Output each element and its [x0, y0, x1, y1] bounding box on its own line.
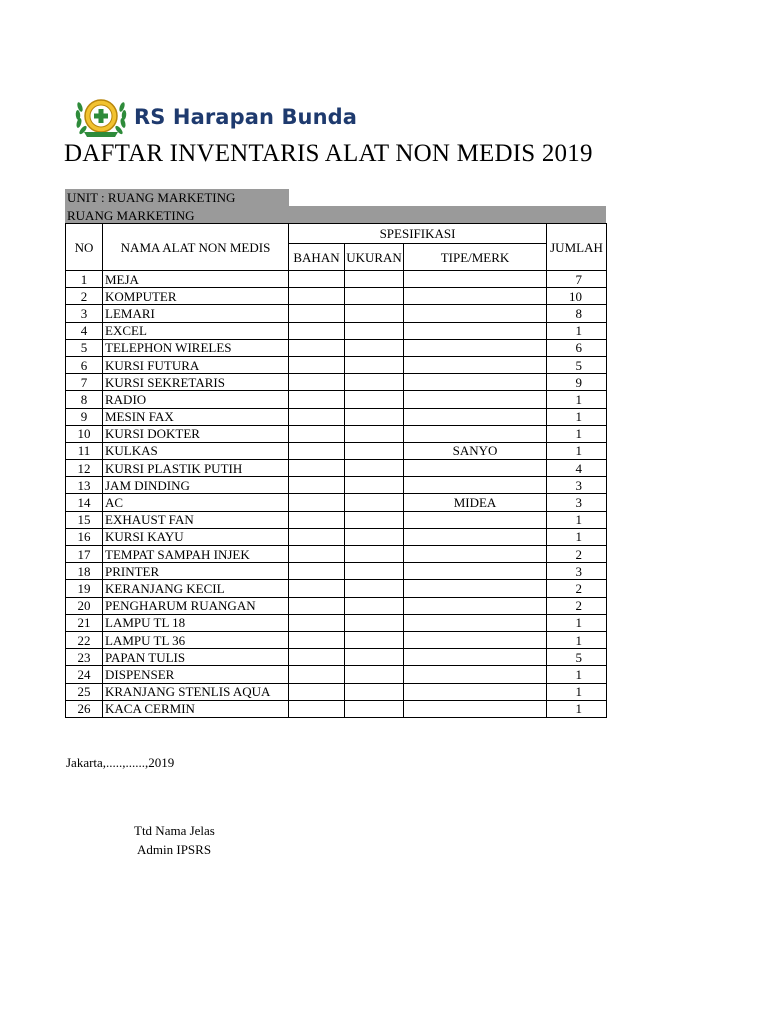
table-row	[66, 374, 607, 391]
row-no: 6	[66, 356, 103, 373]
row-jumlah: 2	[547, 546, 607, 563]
row-no: 17	[66, 546, 103, 563]
table-row	[66, 683, 607, 700]
row-bahan	[289, 666, 345, 683]
row-jumlah: 2	[547, 597, 607, 614]
row-tipe	[404, 528, 547, 545]
row-jumlah: 1	[547, 700, 607, 717]
row-name: KRANJANG STENLIS AQUA	[103, 683, 289, 700]
row-name: KULKAS	[103, 442, 289, 459]
table-row	[66, 442, 607, 459]
row-ukuran	[345, 305, 404, 322]
table-row	[66, 391, 607, 408]
row-name: TELEPHON WIRELES	[103, 339, 289, 356]
table-row	[66, 597, 607, 614]
row-name: KOMPUTER	[103, 288, 289, 305]
row-bahan	[289, 408, 345, 425]
row-no: 9	[66, 408, 103, 425]
table-row	[66, 460, 607, 477]
table-row	[66, 322, 607, 339]
row-tipe	[404, 631, 547, 648]
row-ukuran	[345, 580, 404, 597]
row-bahan	[289, 511, 345, 528]
table-row	[66, 339, 607, 356]
row-bahan	[289, 649, 345, 666]
row-jumlah: 10	[547, 288, 607, 305]
row-ukuran	[345, 494, 404, 511]
row-jumlah: 8	[547, 305, 607, 322]
row-jumlah: 3	[547, 494, 607, 511]
row-jumlah: 1	[547, 511, 607, 528]
header-tipe: TIPE/MERK	[404, 244, 547, 271]
row-tipe	[404, 322, 547, 339]
row-jumlah: 1	[547, 614, 607, 631]
row-no: 2	[66, 288, 103, 305]
table-row	[66, 563, 607, 580]
place-date: Jakarta,.....,......,2019	[66, 755, 175, 770]
row-bahan	[289, 631, 345, 648]
inventory-table	[65, 223, 607, 718]
header-spesifikasi: SPESIFIKASI	[289, 224, 547, 244]
row-ukuran	[345, 425, 404, 442]
row-tipe	[404, 649, 547, 666]
row-tipe	[404, 391, 547, 408]
row-jumlah: 2	[547, 580, 607, 597]
table-row	[66, 425, 607, 442]
row-bahan	[289, 322, 345, 339]
row-ukuran	[345, 271, 404, 288]
row-tipe	[404, 374, 547, 391]
row-bahan	[289, 339, 345, 356]
row-ukuran	[345, 597, 404, 614]
row-name: KURSI FUTURA	[103, 356, 289, 373]
row-tipe	[404, 460, 547, 477]
row-jumlah: 1	[547, 391, 607, 408]
row-tipe	[404, 546, 547, 563]
row-ukuran	[345, 408, 404, 425]
row-no: 11	[66, 442, 103, 459]
table-row	[66, 649, 607, 666]
row-name: KURSI KAYU	[103, 528, 289, 545]
row-jumlah: 4	[547, 460, 607, 477]
signature-name: Ttd Nama Jelas	[134, 823, 215, 838]
header-ukuran: UKURAN	[345, 244, 404, 271]
row-no: 22	[66, 631, 103, 648]
row-name: TEMPAT SAMPAH INJEK	[103, 546, 289, 563]
row-bahan	[289, 683, 345, 700]
row-ukuran	[345, 546, 404, 563]
table-row	[66, 356, 607, 373]
row-name: EXHAUST FAN	[103, 511, 289, 528]
row-name: KACA CERMIN	[103, 700, 289, 717]
row-tipe	[404, 666, 547, 683]
row-tipe	[404, 700, 547, 717]
row-jumlah: 9	[547, 374, 607, 391]
row-name: EXCEL	[103, 322, 289, 339]
table-row	[66, 288, 607, 305]
row-tipe	[404, 614, 547, 631]
row-no: 13	[66, 477, 103, 494]
row-no: 20	[66, 597, 103, 614]
row-bahan	[289, 425, 345, 442]
row-name: MESIN FAX	[103, 408, 289, 425]
row-no: 24	[66, 666, 103, 683]
table-row	[66, 271, 607, 288]
row-bahan	[289, 356, 345, 373]
table-row	[66, 494, 607, 511]
row-ukuran	[345, 442, 404, 459]
row-name: PENGHARUM RUANGAN	[103, 597, 289, 614]
table-row	[66, 700, 607, 717]
row-tipe: SANYO	[404, 442, 547, 459]
row-bahan	[289, 494, 345, 511]
row-name: LAMPU TL 18	[103, 614, 289, 631]
row-bahan	[289, 460, 345, 477]
row-ukuran	[345, 477, 404, 494]
row-ukuran	[345, 374, 404, 391]
room-label: RUANG MARKETING	[67, 208, 195, 223]
row-ukuran	[345, 288, 404, 305]
row-tipe	[404, 356, 547, 373]
header-no: NO	[66, 224, 103, 271]
row-no: 3	[66, 305, 103, 322]
row-jumlah: 1	[547, 408, 607, 425]
row-bahan	[289, 305, 345, 322]
row-ukuran	[345, 563, 404, 580]
row-ukuran	[345, 460, 404, 477]
row-name: KURSI SEKRETARIS	[103, 374, 289, 391]
row-tipe	[404, 597, 547, 614]
row-tipe	[404, 305, 547, 322]
row-tipe	[404, 339, 547, 356]
row-jumlah: 1	[547, 631, 607, 648]
row-tipe: MIDEA	[404, 494, 547, 511]
row-ukuran	[345, 683, 404, 700]
row-name: DISPENSER	[103, 666, 289, 683]
signature-title: Admin IPSRS	[137, 842, 212, 857]
row-name: KURSI PLASTIK PUTIH	[103, 460, 289, 477]
row-name: KURSI DOKTER	[103, 425, 289, 442]
row-tipe	[404, 563, 547, 580]
row-bahan	[289, 442, 345, 459]
table-row	[66, 528, 607, 545]
row-no: 21	[66, 614, 103, 631]
row-name: LAMPU TL 36	[103, 631, 289, 648]
row-no: 10	[66, 425, 103, 442]
row-no: 19	[66, 580, 103, 597]
table-row	[66, 546, 607, 563]
row-bahan	[289, 546, 345, 563]
row-tipe	[404, 580, 547, 597]
table-row	[66, 477, 607, 494]
hospital-emblem-icon	[74, 95, 128, 139]
row-no: 8	[66, 391, 103, 408]
row-jumlah: 1	[547, 442, 607, 459]
row-jumlah: 1	[547, 425, 607, 442]
row-ukuran	[345, 391, 404, 408]
row-bahan	[289, 391, 345, 408]
row-tipe	[404, 683, 547, 700]
row-jumlah: 5	[547, 649, 607, 666]
row-bahan	[289, 580, 345, 597]
table-row	[66, 305, 607, 322]
row-tipe	[404, 288, 547, 305]
row-no: 1	[66, 271, 103, 288]
row-ukuran	[345, 356, 404, 373]
table-row	[66, 580, 607, 597]
row-jumlah: 1	[547, 528, 607, 545]
row-jumlah: 3	[547, 563, 607, 580]
row-bahan	[289, 477, 345, 494]
row-no: 26	[66, 700, 103, 717]
row-jumlah: 1	[547, 666, 607, 683]
row-no: 4	[66, 322, 103, 339]
row-name: PRINTER	[103, 563, 289, 580]
row-name: RADIO	[103, 391, 289, 408]
table-row	[66, 666, 607, 683]
row-no: 15	[66, 511, 103, 528]
row-ukuran	[345, 649, 404, 666]
row-tipe	[404, 408, 547, 425]
header-jumlah: JUMLAH	[547, 224, 607, 271]
row-bahan	[289, 597, 345, 614]
table-row	[66, 511, 607, 528]
row-no: 25	[66, 683, 103, 700]
row-no: 5	[66, 339, 103, 356]
row-tipe	[404, 511, 547, 528]
row-name: JAM DINDING	[103, 477, 289, 494]
row-jumlah: 7	[547, 271, 607, 288]
row-ukuran	[345, 631, 404, 648]
row-jumlah: 1	[547, 683, 607, 700]
row-no: 7	[66, 374, 103, 391]
row-no: 23	[66, 649, 103, 666]
page-title: DAFTAR INVENTARIS ALAT NON MEDIS 2019	[64, 140, 593, 167]
table-row	[66, 631, 607, 648]
row-ukuran	[345, 528, 404, 545]
row-jumlah: 3	[547, 477, 607, 494]
table-row	[66, 408, 607, 425]
hospital-logo	[74, 95, 357, 139]
row-bahan	[289, 288, 345, 305]
row-bahan	[289, 528, 345, 545]
row-jumlah: 5	[547, 356, 607, 373]
row-name: PAPAN TULIS	[103, 649, 289, 666]
row-ukuran	[345, 511, 404, 528]
header-name: NAMA ALAT NON MEDIS	[103, 224, 289, 271]
row-no: 14	[66, 494, 103, 511]
row-ukuran	[345, 614, 404, 631]
row-tipe	[404, 271, 547, 288]
header-bahan: BAHAN	[289, 244, 345, 271]
row-name: KERANJANG KECIL	[103, 580, 289, 597]
row-ukuran	[345, 339, 404, 356]
table-row	[66, 614, 607, 631]
row-jumlah: 6	[547, 339, 607, 356]
row-tipe	[404, 477, 547, 494]
row-ukuran	[345, 700, 404, 717]
row-ukuran	[345, 666, 404, 683]
row-name: MEJA	[103, 271, 289, 288]
row-bahan	[289, 563, 345, 580]
row-no: 12	[66, 460, 103, 477]
logo-text: RS Harapan Bunda	[134, 105, 358, 129]
row-name: AC	[103, 494, 289, 511]
row-name: LEMARI	[103, 305, 289, 322]
row-tipe	[404, 425, 547, 442]
row-ukuran	[345, 322, 404, 339]
row-jumlah: 1	[547, 322, 607, 339]
row-no: 18	[66, 563, 103, 580]
row-bahan	[289, 614, 345, 631]
row-no: 16	[66, 528, 103, 545]
row-bahan	[289, 374, 345, 391]
row-bahan	[289, 700, 345, 717]
row-bahan	[289, 271, 345, 288]
unit-label: UNIT : RUANG MARKETING	[67, 190, 236, 205]
